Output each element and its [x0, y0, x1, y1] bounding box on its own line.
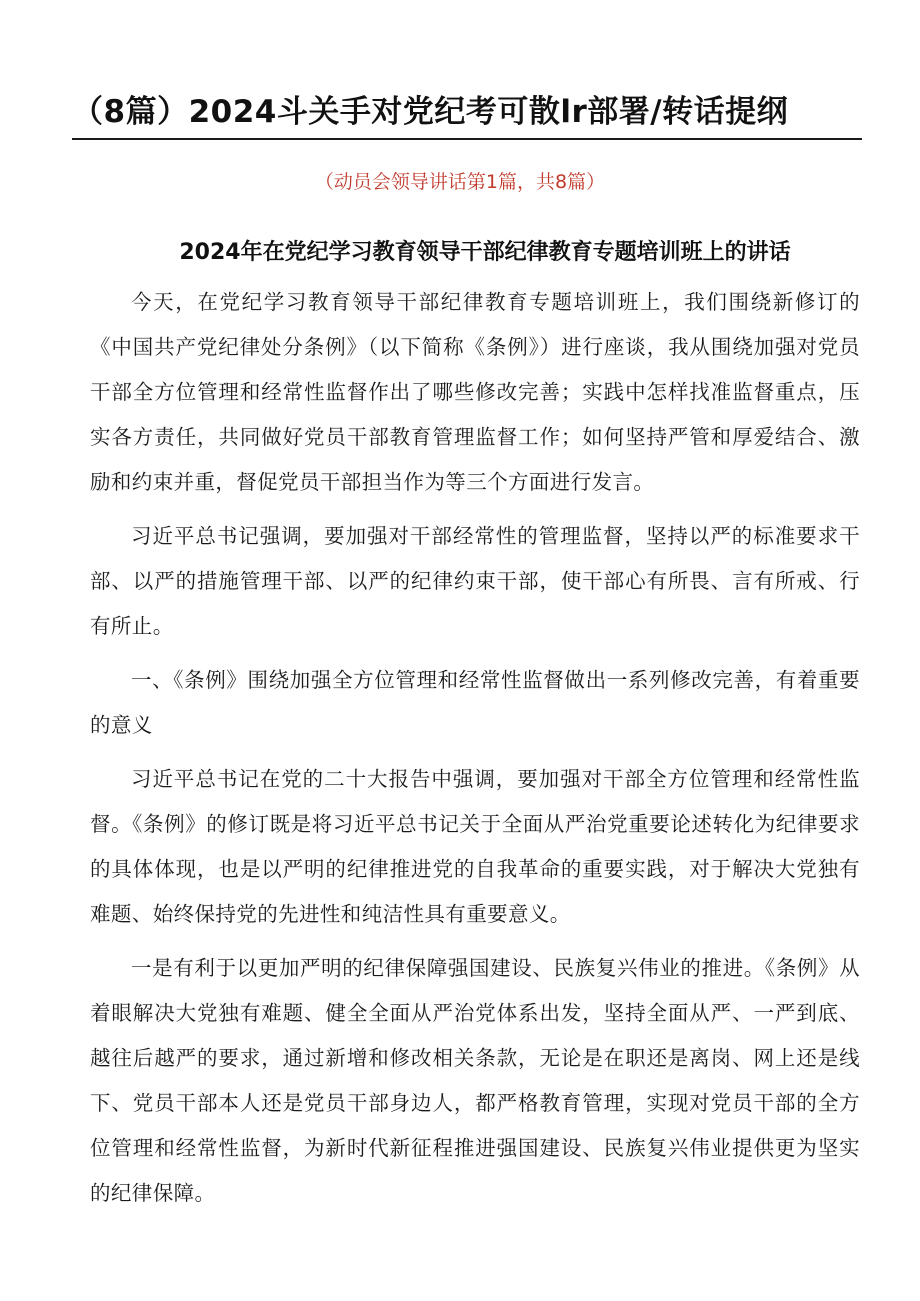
paragraph-2: 习近平总书记强调，要加强对干部经常性的管理监督，坚持以严的标准要求干部、以严的措施管理干部、以严的纪律约束干部，使干部心有所畏、言有所戒、行有所止。 [90, 524, 860, 638]
section-heading-1: 一、《条例》围绕加强全方位管理和经常性监督做出一系列修改完善，有着重要的意义 [90, 668, 860, 737]
speech-title: 2024年在党纪学习教育领导干部纪律教育专题培训班上的讲话 [179, 240, 791, 265]
document-body [90, 280, 860, 1225]
paragraph-3: 习近平总书记在党的二十大报告中强调，要加强对干部全方位管理和经常性监督。《条例》的修订既是将习近平总书记关于全面从严治党重要论述转化为纪律要求的具体体现，也是以严明的纪律推进党的自我革命的重要实践，对于解决大党独有难题、始终保持党的先进性和纯洁性具有重要意义。 [90, 767, 860, 926]
document-title: （8篇）2024斗关手对党纪考可散lr部署/转话提纲 [72, 88, 862, 140]
paragraph-4: 一是有利于以更加严明的纪律保障强国建设、民族复兴伟业的推进。《条例》从着眼解决大党独有难题、健全全面从严治党体系出发，坚持全面从严、一严到底、越往后越严的要求，通过新增和修改相关条款，无论是在职还是离岗、网上还是线下、党员干部本人还是党员干部身边人，都严格教育管理，实现对党员干部的全方位管理和经常性监督，为新时代新征程推进强国建设、民族复兴伟业提供更为坚实的纪律保障。 [90, 956, 860, 1205]
paragraph-1: 今天，在党纪学习教育领导干部纪律教育专题培训班上，我们围绕新修订的《中国共产党纪律处分条例》（以下简称《条例》）进行座谈，我从围绕加强对党员干部全方位管理和经常性监督作出了哪些修改完善；实践中怎样找准监督重点，压实各方责任，共同做好党员干部教育管理监督工作；如何坚持严管和厚爱结合、激励和约束并重，督促党员干部担当作为等三个方面进行发言。 [90, 290, 860, 494]
document-subtitle: （动员会领导讲话第1篇，共8篇） [314, 171, 606, 193]
